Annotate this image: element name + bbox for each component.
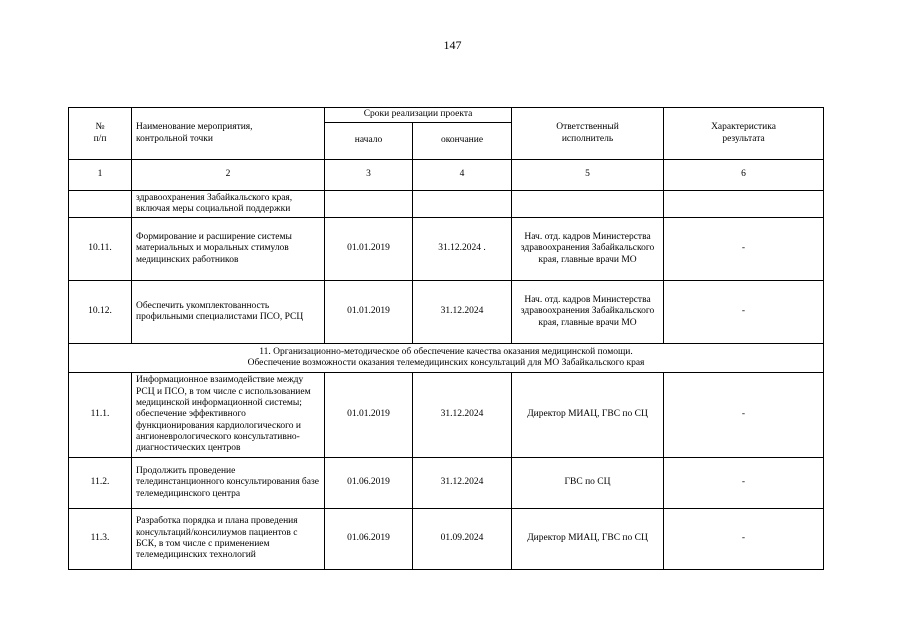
row-result: - xyxy=(664,373,824,458)
header-start: начало xyxy=(325,123,413,160)
column-number: 3 xyxy=(325,160,413,191)
row-name: Обеспечить укомплектованность профильными специалистами ПСО, РСЦ xyxy=(132,281,325,344)
table-row xyxy=(69,218,824,281)
header-result: Характеристика результата xyxy=(664,108,824,160)
header-responsible: Ответственный исполнитель xyxy=(512,108,664,160)
header-end: окончание xyxy=(413,123,512,160)
header-name: Наименование мероприятия, контрольной точки xyxy=(132,108,325,160)
column-number: 6 xyxy=(664,160,824,191)
row-name: Продолжить проведение телединстанционного консультирования базе телемедицинского центра xyxy=(132,458,325,509)
table-row xyxy=(69,373,824,458)
row-result: - xyxy=(664,218,824,281)
row-num: 11.1. xyxy=(69,373,132,458)
row-responsible: Нач. отд. кадров Министерства здравоохранения Забайкальского края, главные врачи МО xyxy=(512,218,664,281)
row-num: 11.3. xyxy=(69,509,132,570)
row-name: Разработка порядка и плана проведения консультаций/консилиумов пациентов с БСК, в том числе с применением телемедицинских технологий xyxy=(132,509,325,570)
row-start: 01.01.2019 xyxy=(325,373,413,458)
row-end: 31.12.2024 xyxy=(413,458,512,509)
section-row xyxy=(69,344,824,373)
table-row xyxy=(69,281,824,344)
header-num: № п/п xyxy=(69,108,132,160)
header-terms: Сроки реализации проекта xyxy=(325,108,512,123)
row-start: 01.06.2019 xyxy=(325,509,413,570)
row-responsible: ГВС по СЦ xyxy=(512,458,664,509)
row-name: Информационное взаимодействие между РСЦ и ПСО, в том числе с использованием медицинской информационной системы; обеспечение эффективного функционирования кардиологического и ангионеврологического консультативно-диагностических центров xyxy=(132,373,325,458)
column-number: 1 xyxy=(69,160,132,191)
row-result: - xyxy=(664,281,824,344)
table-row xyxy=(69,509,824,570)
row-start: 01.06.2019 xyxy=(325,458,413,509)
row-start: 01.01.2019 xyxy=(325,218,413,281)
column-number: 2 xyxy=(132,160,325,191)
section-title: 11. Организационно-методическое об обеспечение качества оказания медицинской помощи. Обеспечение возможности оказания телемедицинских консультаций для МО Забайкальского края xyxy=(69,344,824,373)
header-row xyxy=(69,108,824,123)
page-number: 147 xyxy=(443,38,462,52)
row-end: 31.12.2024 . xyxy=(413,218,512,281)
row-name: Формирование и расширение системы материальных и моральных стимулов медицинских работников xyxy=(132,218,325,281)
row-end: 01.09.2024 xyxy=(413,509,512,570)
row-responsible: Директор МИАЦ, ГВС по СЦ xyxy=(512,373,664,458)
row-end: 31.12.2024 xyxy=(413,373,512,458)
column-number: 4 xyxy=(413,160,512,191)
activities-table xyxy=(68,107,824,570)
row-end: 31.12.2024 xyxy=(413,281,512,344)
column-number: 5 xyxy=(512,160,664,191)
row-result: - xyxy=(664,509,824,570)
row-num: 11.2. xyxy=(69,458,132,509)
row-responsible: Директор МИАЦ, ГВС по СЦ xyxy=(512,509,664,570)
row-num: 10.12. xyxy=(69,281,132,344)
table-row xyxy=(69,458,824,509)
row-num: 10.11. xyxy=(69,218,132,281)
row-result: - xyxy=(664,458,824,509)
row-responsible: Нач. отд. кадров Министерства здравоохранения Забайкальского края, главные врачи МО xyxy=(512,281,664,344)
continuation-text: здравоохранения Забайкальского края, включая меры социальной поддержки xyxy=(132,191,325,218)
row-start: 01.01.2019 xyxy=(325,281,413,344)
column-number-row xyxy=(69,160,824,191)
continuation-row xyxy=(69,191,824,218)
